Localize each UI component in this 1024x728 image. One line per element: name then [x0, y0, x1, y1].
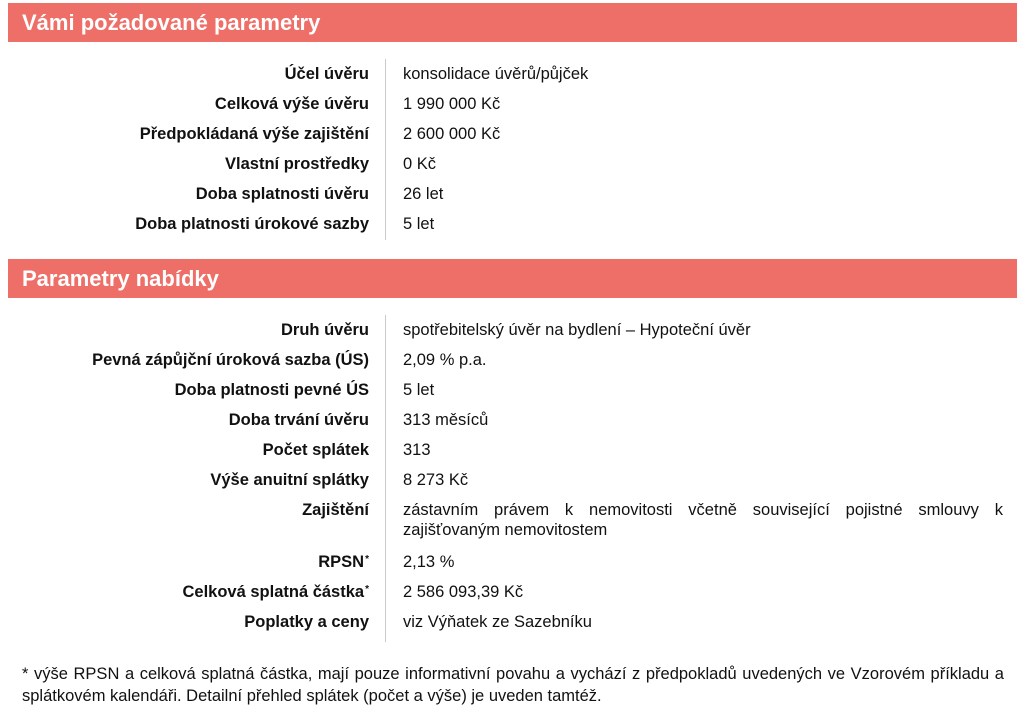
param-row-fixed-interest-rate [0, 345, 1024, 375]
param-value: 5 let [403, 381, 435, 399]
param-value: 5 let [403, 215, 435, 233]
param-value: 26 let [403, 185, 444, 203]
param-value: 2,09 % p.a. [403, 351, 487, 369]
section-header-offer-parameters [8, 259, 1017, 298]
param-value: viz Výňatek ze Sazebníku [403, 613, 592, 631]
param-value: zástavním právem k nemovitosti včetně související pojistné smlouvy k zajišťovaným nemovitostem [403, 501, 1003, 539]
param-row-loan-maturity [0, 179, 1024, 209]
param-value: 2 600 000 Kč [403, 125, 501, 143]
param-row-total-loan-amount [0, 89, 1024, 119]
param-label: Počet splátek [262, 441, 369, 459]
param-label [0, 547, 369, 577]
param-row-loan-purpose [0, 59, 1024, 89]
param-row-annuity-installment [0, 465, 1024, 495]
param-row-total-payable [0, 577, 1024, 607]
param-value: 2 586 093,39 Kč [403, 583, 524, 601]
param-label: Doba platnosti úrokové sazby [135, 215, 369, 233]
param-value: 2,13 % [403, 553, 455, 571]
param-value: spotřebitelský úvěr na bydlení – Hypoteční úvěr [403, 321, 751, 339]
offer-parameters-table [0, 315, 1024, 637]
param-label: Výše anuitní splátky [210, 471, 369, 489]
section-header-requested-parameters [8, 3, 1017, 42]
param-label: Vlastní prostředky [225, 155, 369, 173]
param-label: Pevná zápůjční úroková sazba (ÚS) [92, 351, 369, 369]
footnote: * výše RPSN a celková splatná částka, mají pouze informativní povahu a vychází z předpokladů uvedených ve Vzorovém příkladu a splátkovém kalendáři. Detailní přehled splátek (počet a výše) je uveden tamtéž. [22, 665, 1004, 705]
param-row-expected-collateral [0, 119, 1024, 149]
param-row-collateral [0, 495, 1024, 547]
param-label [0, 577, 369, 607]
param-label: Zajištění [302, 501, 369, 519]
param-label: Poplatky a ceny [244, 613, 369, 631]
requested-parameters-table [0, 59, 1024, 239]
param-label: Druh úvěru [280, 321, 369, 339]
param-value: konsolidace úvěrů/půjček [403, 65, 589, 83]
footnote-marker: * [365, 584, 369, 595]
param-label: Účel úvěru [284, 65, 369, 83]
param-value: 8 273 Kč [403, 471, 469, 489]
section-title: Vámi požadované parametry [22, 10, 321, 35]
param-value: 1 990 000 Kč [403, 95, 501, 113]
param-value: 313 měsíců [403, 411, 489, 429]
param-row-loan-duration [0, 405, 1024, 435]
param-row-interest-rate-period [0, 209, 1024, 239]
param-label-text: Celková splatná částka [182, 583, 365, 601]
param-row-loan-type [0, 315, 1024, 345]
param-value: 313 [403, 441, 431, 459]
param-label: Doba platnosti pevné ÚS [174, 381, 369, 399]
param-row-fixed-rate-period [0, 375, 1024, 405]
param-label: Celková výše úvěru [214, 95, 369, 113]
param-label: Doba trvání úvěru [228, 411, 369, 429]
param-row-installment-count [0, 435, 1024, 465]
param-label: Doba splatnosti úvěru [195, 185, 369, 203]
param-row-own-funds [0, 149, 1024, 179]
param-row-rpsn [0, 547, 1024, 577]
footnote-marker: * [365, 554, 369, 565]
param-label: Předpokládaná výše zajištění [139, 125, 369, 143]
param-value: 0 Kč [403, 155, 437, 173]
section-title: Parametry nabídky [22, 266, 219, 291]
param-row-fees [0, 607, 1024, 637]
param-label-text: RPSN [318, 553, 365, 571]
